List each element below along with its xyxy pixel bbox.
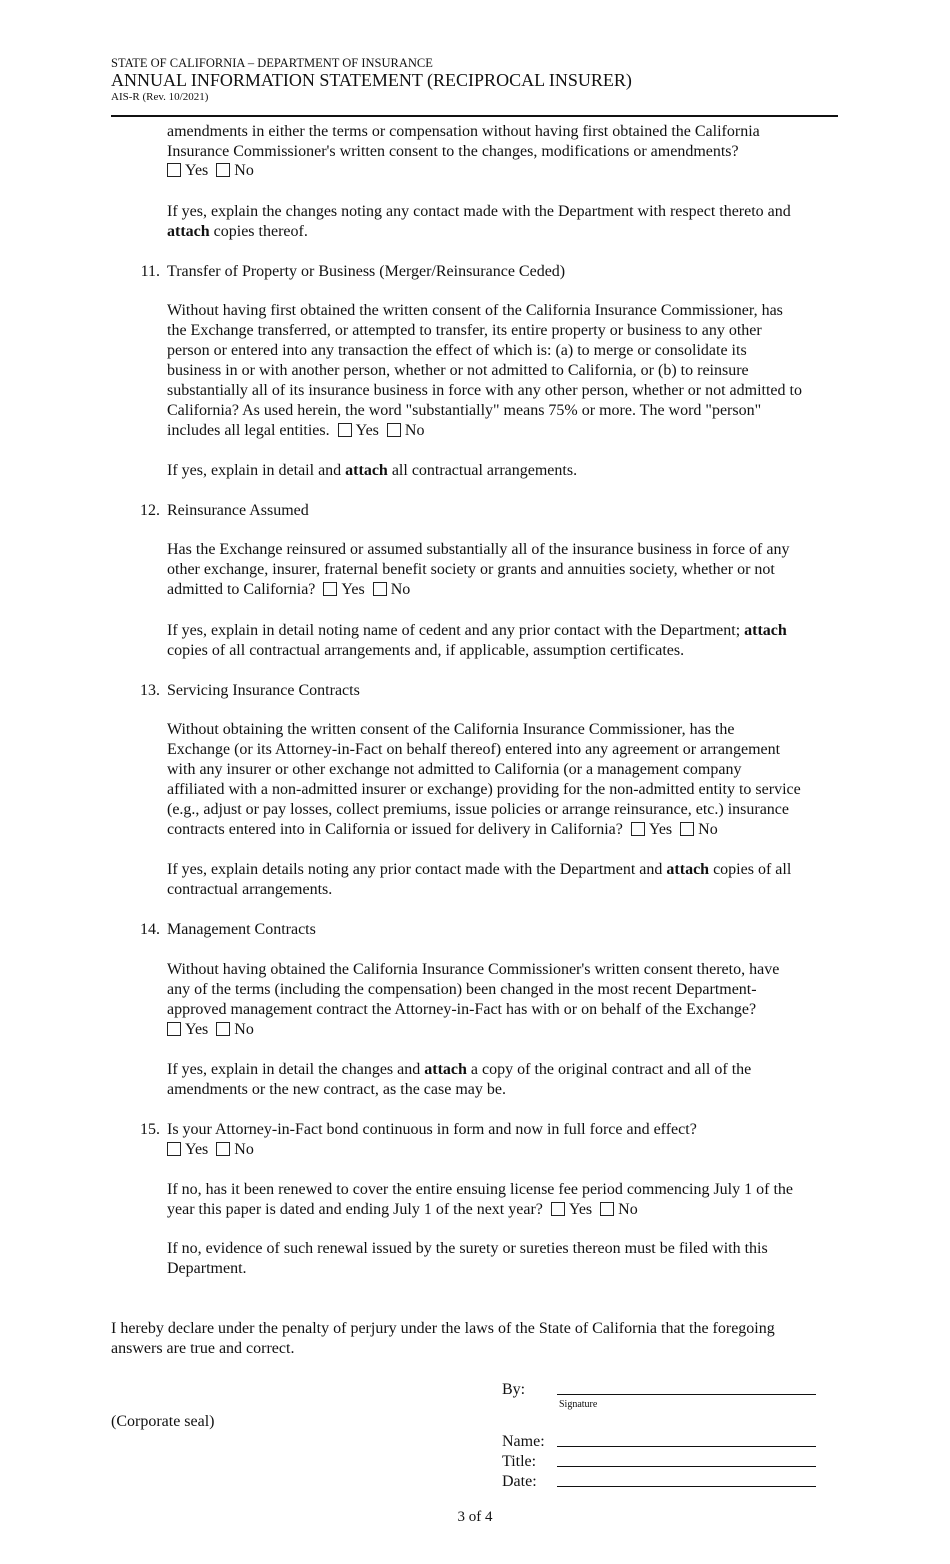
q11-followup-line: If yes, explain in detail and attach all contractual arrangements. bbox=[167, 462, 578, 479]
q11-no-checkbox[interactable] bbox=[387, 423, 401, 437]
name-line[interactable] bbox=[557, 1446, 816, 1447]
q15-evidence-line: If no, evidence of such renewal issued by the surety or sureties thereon must be filed with this bbox=[167, 1240, 768, 1257]
yes-label: Yes bbox=[185, 162, 209, 179]
q14-followup-line: If yes, explain in detail the changes and attach a copy of the original contract and all of the bbox=[167, 1061, 752, 1078]
signature-line[interactable] bbox=[557, 1394, 816, 1395]
q12-text-line: Has the Exchange reinsured or assumed substantially all of the insurance business in force of any bbox=[167, 541, 790, 558]
q13-text-line: Exchange (or its Attorney-in-Fact on behalf thereof) entered into any agreement or arrangement bbox=[167, 741, 781, 758]
q14-heading: Management Contracts bbox=[167, 921, 316, 938]
q13-yes-checkbox[interactable] bbox=[631, 822, 645, 836]
q10-text-line: Insurance Commissioner's written consent to the changes, modifications or amendments? bbox=[167, 143, 739, 160]
q11-heading: Transfer of Property or Business (Merger/Reinsurance Ceded) bbox=[167, 263, 566, 280]
yes-label: Yes bbox=[341, 581, 365, 598]
q14-text-line: any of the terms (including the compensation) been changed in the most recent Department- bbox=[167, 981, 757, 998]
q15-no-checkbox[interactable] bbox=[216, 1142, 230, 1156]
q12-text-line: other exchange, insurer, fraternal benefit society or grants and annuities society, whether or not bbox=[167, 561, 775, 578]
form-id: AIS-R (Rev. 10/2021) bbox=[111, 91, 209, 103]
agency-name: STATE OF CALIFORNIA – DEPARTMENT OF INSURANCE bbox=[111, 56, 433, 70]
q11-text-line: person or entered into any transaction the effect of which is: (a) to merge or consolidate its bbox=[167, 342, 747, 359]
q12-yes-checkbox[interactable] bbox=[323, 582, 337, 596]
q13-text-line: with any insurer or other exchange not admitted to California (or a management company bbox=[167, 761, 742, 778]
q12-heading: Reinsurance Assumed bbox=[167, 502, 309, 519]
no-label: No bbox=[234, 1021, 254, 1038]
q12-number: 12. bbox=[140, 502, 160, 519]
q12-no-checkbox[interactable] bbox=[373, 582, 387, 596]
q14-no-checkbox[interactable] bbox=[216, 1022, 230, 1036]
q10-text-line: amendments in either the terms or compensation without having first obtained the California bbox=[167, 123, 760, 140]
form-header bbox=[111, 56, 838, 104]
yes-label: Yes bbox=[185, 1021, 209, 1038]
q10-answer bbox=[167, 161, 254, 181]
q15-renewal-yes-checkbox[interactable] bbox=[551, 1202, 565, 1216]
attach-emphasis: attach bbox=[744, 622, 787, 639]
q13-text-line: Without obtaining the written consent of the California Insurance Commissioner, has the bbox=[167, 721, 735, 738]
q10-no-checkbox[interactable] bbox=[216, 163, 230, 177]
q13-number: 13. bbox=[140, 682, 160, 699]
page-number: 3 of 4 bbox=[457, 1509, 493, 1525]
q11-number: 11. bbox=[140, 263, 160, 280]
q14-text-line: approved management contract the Attorney-in-Fact has with or on behalf of the Exchange? bbox=[167, 1001, 757, 1018]
yes-label: Yes bbox=[568, 1201, 593, 1218]
q11-yes-checkbox[interactable] bbox=[338, 423, 352, 437]
q13-text-line: (e.g., adjust or pay losses, collect premiums, issue policies or arrange reinsurance, etc.) insurance bbox=[167, 801, 790, 818]
q14-text-line: Without having obtained the California Insurance Commissioner's written consent thereto, have bbox=[167, 961, 780, 978]
q13-heading: Servicing Insurance Contracts bbox=[167, 682, 360, 699]
q10-followup-line: attach copies thereof. bbox=[167, 223, 308, 240]
q13-no-checkbox[interactable] bbox=[680, 822, 694, 836]
form-title: ANNUAL INFORMATION STATEMENT (RECIPROCAL INSURER) bbox=[111, 70, 632, 90]
name-label: Name: bbox=[502, 1433, 545, 1450]
q13-text-line: contracts entered into in California or issued for delivery in California? Yes No bbox=[167, 821, 718, 838]
declaration-text: answers are true and correct. bbox=[111, 1340, 295, 1357]
q11-text-line: includes all legal entities. Yes No bbox=[167, 422, 425, 439]
q11-text-line: Without having first obtained the written consent of the California Insurance Commissioner, has bbox=[167, 302, 783, 319]
no-label: No bbox=[404, 422, 425, 439]
q13-followup-line: contractual arrangements. bbox=[167, 881, 333, 898]
attach-emphasis: attach bbox=[167, 223, 210, 240]
q15-answer bbox=[167, 1140, 254, 1160]
q12-followup-line: copies of all contractual arrangements and, if applicable, assumption certificates. bbox=[167, 642, 685, 659]
q15-question: Is your Attorney-in-Fact bond continuous in form and now in full force and effect? bbox=[167, 1121, 697, 1138]
q11-text-line: California? As used herein, the word "substantially" means 75% or more. The word "person" bbox=[167, 402, 762, 419]
no-label: No bbox=[618, 1201, 638, 1218]
q15-yes-checkbox[interactable] bbox=[167, 1142, 181, 1156]
signature-caption: Signature bbox=[559, 1399, 598, 1410]
q10-yes-checkbox[interactable] bbox=[167, 163, 181, 177]
q15-evidence-line: Department. bbox=[167, 1260, 247, 1277]
attach-emphasis: attach bbox=[666, 861, 710, 878]
q12-text-line: admitted to California? Yes No bbox=[167, 581, 411, 598]
date-line[interactable] bbox=[557, 1486, 816, 1487]
q15-renewal-line: year this paper is dated and ending July 1 of the next year? Yes No bbox=[167, 1201, 638, 1218]
no-label: No bbox=[234, 162, 254, 179]
q15-renewal-line: If no, has it been renewed to cover the entire ensuing license fee period commencing July 1 of the bbox=[167, 1181, 793, 1198]
q12-followup-line: If yes, explain in detail noting name of cedent and any prior contact with the Department; attach bbox=[167, 622, 787, 639]
q11-text-line: business in or with another person, whether or not admitted to California, or (b) to reinsure bbox=[167, 362, 749, 379]
q11-text-line: the Exchange transferred, or attempted to transfer, its entire property or business to any other bbox=[167, 322, 762, 339]
q13-text-line: affiliated with a non-admitted insurer or exchange) providing for the non-admitted entity to service bbox=[167, 781, 801, 798]
no-label: No bbox=[234, 1141, 254, 1158]
q15-number: 15. bbox=[140, 1121, 160, 1138]
yes-label: Yes bbox=[185, 1141, 209, 1158]
yes-label: Yes bbox=[648, 821, 673, 838]
q15-renewal-no-checkbox[interactable] bbox=[600, 1202, 614, 1216]
date-label: Date: bbox=[502, 1473, 537, 1490]
q11-text-line: substantially all of its insurance business in force with any other person, whether or not admitted to bbox=[167, 382, 802, 399]
header-divider bbox=[111, 115, 838, 117]
by-label: By: bbox=[502, 1381, 526, 1398]
q14-answer bbox=[167, 1020, 254, 1040]
yes-label: Yes bbox=[355, 422, 379, 439]
q10-followup-line: If yes, explain the changes noting any contact made with the Department with respect thereto and bbox=[167, 203, 791, 220]
corporate-seal-label: (Corporate seal) bbox=[111, 1413, 215, 1430]
no-label: No bbox=[698, 821, 718, 838]
q13-followup-line: If yes, explain details noting any prior contact made with the Department and attach copies of all bbox=[167, 861, 792, 878]
q14-number: 14. bbox=[140, 921, 160, 938]
attach-emphasis: attach bbox=[345, 462, 388, 479]
no-label: No bbox=[390, 581, 411, 598]
title-line[interactable] bbox=[557, 1466, 816, 1467]
declaration-text: I hereby declare under the penalty of perjury under the laws of the State of California that the foregoing bbox=[111, 1320, 775, 1337]
title-label: Title: bbox=[502, 1453, 537, 1470]
q14-followup-line: amendments or the new contract, as the case may be. bbox=[167, 1081, 506, 1098]
attach-emphasis: attach bbox=[424, 1061, 467, 1078]
q14-yes-checkbox[interactable] bbox=[167, 1022, 181, 1036]
